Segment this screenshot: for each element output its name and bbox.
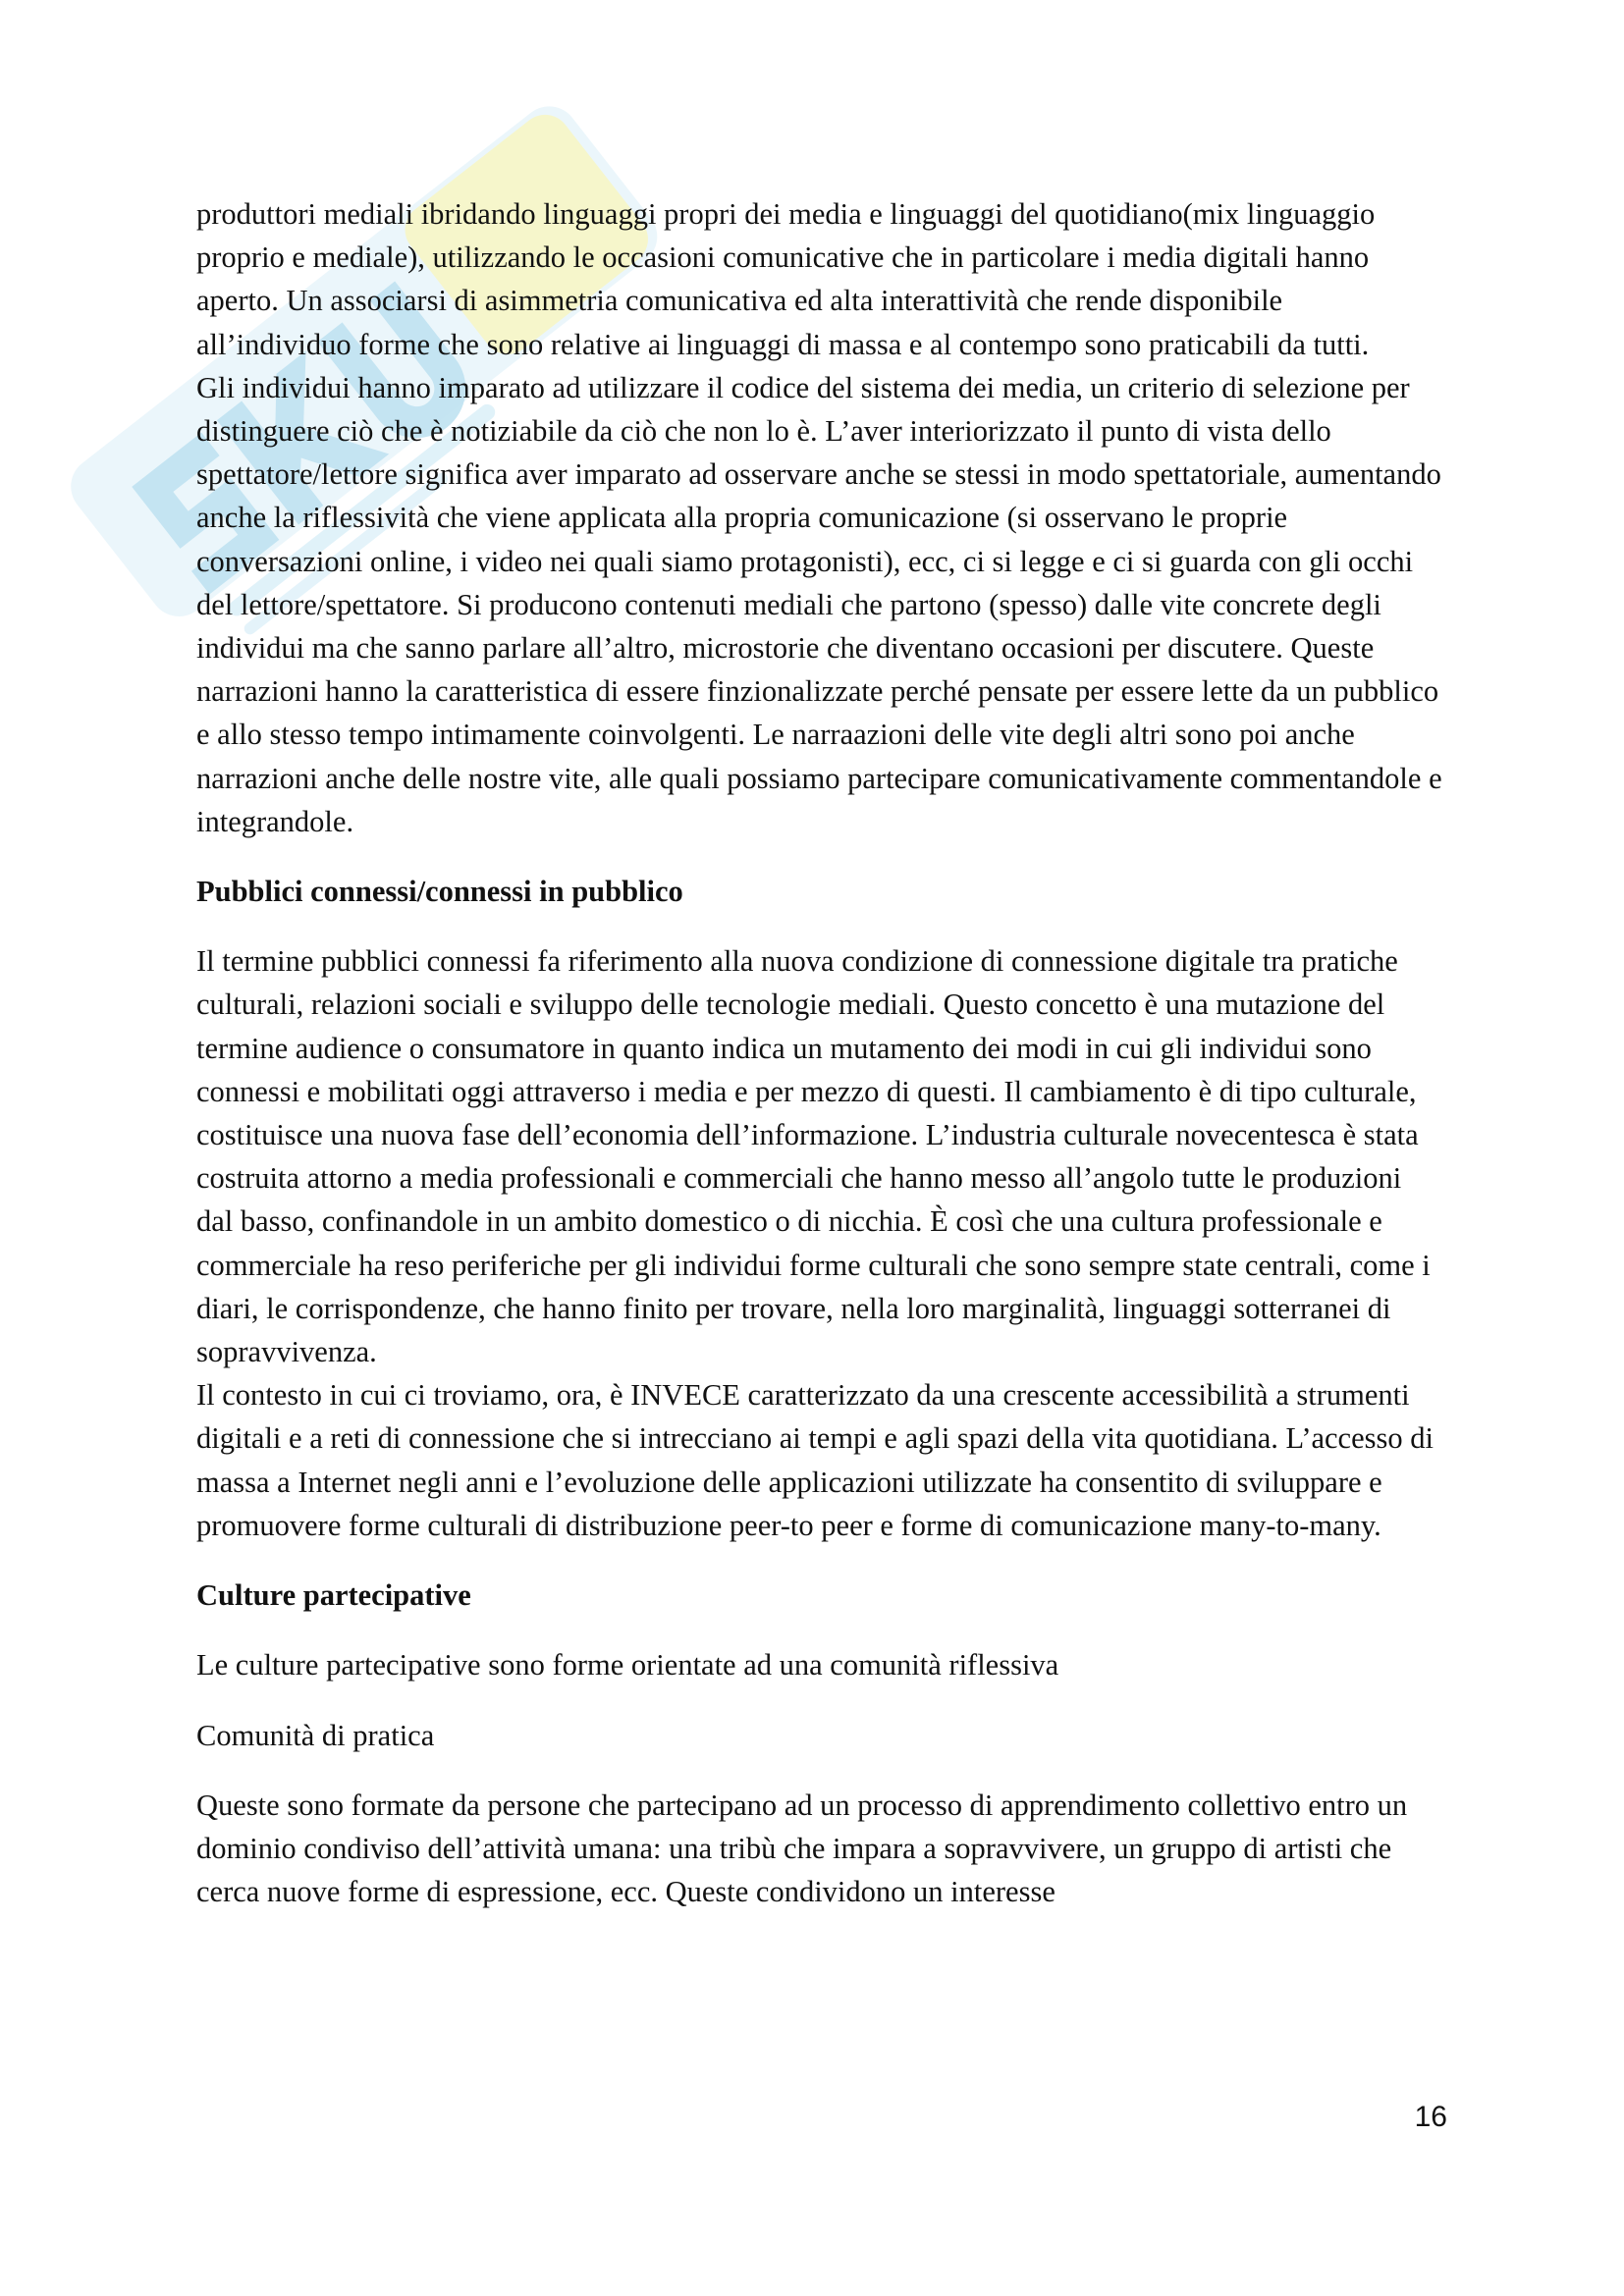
subheading: Comunità di pratica: [196, 1718, 435, 1752]
paragraph: Queste sono formate da persone che partecipano ad un processo di apprendimento collettivo entro un dominio condiviso dell’attività umana: una tribù che impara a sopravvivere, un gruppo di artisti che cerca nuove forme di espressione, ecc. Queste condividono un interesse: [196, 1788, 1408, 1909]
paragraph: produttori mediali ibridando linguaggi propri dei media e linguaggi del quotidiano(mix linguaggio proprio e mediale), utilizzando le occasioni comunicative che in particolare i media digitali hanno aperto. Un associarsi di asimmetria comunicativa ed alta interattività che rende disponibile all’individuo forme che sono relative ai linguaggi di massa e al contempo sono praticabili da tutti.: [196, 197, 1376, 361]
section-heading: Pubblici connessi/connessi in pubblico: [196, 875, 683, 909]
paragraph: Gli individui hanno imparato ad utilizzare il codice del sistema dei media, un criterio di selezione per distinguere ciò che è notiziabile da ciò che non lo è. L’aver interiorizzato il punto di vista dello spettatore/lettore significa aver imparato ad osservare anche se stessi in modo spettatoriale, aumentando anche la riflessività che viene applicata alla propria comunicazione (si osservano le proprie conversazioni online, i video nei quali siamo protagonisti), ecc, ci si legge e ci si guarda con gli occhi del lettore/spettatore. Si producono contenuti mediali che partono (spesso) dalle vite concrete degli individui ma che sanno parlare all’altro, microstorie che diventano occasioni per discutere. Queste narrazioni hanno la caratteristica di essere finzionalizzate perché pensate per essere lette da un pubblico e allo stesso tempo intimamente coinvolgenti. Le narraazioni delle vite degli altri sono poi anche narrazioni anche delle nostre vite, alle quali possiamo partecipare comunicativamente commentandole e integrandole.: [196, 370, 1442, 838]
section-heading: Culture partecipative: [196, 1578, 471, 1613]
paragraph: Il termine pubblici connessi fa riferimento alla nuova condizione di connessione digitale tra pratiche culturali, relazioni sociali e sviluppo delle tecnologie mediali. Questo concetto è una mutazione del termine audience o consumatore in quanto indica un mutamento dei modi in cui gli individui sono connessi e mobilitati oggi attraverso i media e per mezzo di questi. Il cambiamento è di tipo culturale, costituisce una nuova fase dell’economia dell’informazione. L’industria culturale novecentesca è stata costruita attorno a media professionali e commerciali che hanno messo all’angolo tutte le produzioni dal basso, confinandole in un ambito domestico o di nicchia. È così che una cultura professionale e commerciale ha reso periferiche per gli individui forme culturali che sono sempre state centrali, come i diari, le corrispondenze, che hanno finito per trovare, nella loro marginalità, linguaggi sotterranei di sopravvivenza.: [196, 944, 1431, 1369]
paragraph: Il contesto in cui ci troviamo, ora, è INVECE caratterizzato da una crescente accessibilità a strumenti digitali e a reti di connessione che si intrecciano ai tempi e agli spazi della vita quotidiana. L’accesso di massa a Internet negli anni e l’evoluzione delle applicazioni utilizzate ha consentito di sviluppare e promuovere forme culturali di distribuzione peer-to peer e forme di comunicazione many-to-many.: [196, 1378, 1434, 1542]
document-page: [196, 192, 1443, 1913]
paragraph: Le culture partecipative sono forme orientate ad una comunità riflessiva: [196, 1648, 1059, 1682]
page-number: 16: [1414, 2101, 1447, 2133]
